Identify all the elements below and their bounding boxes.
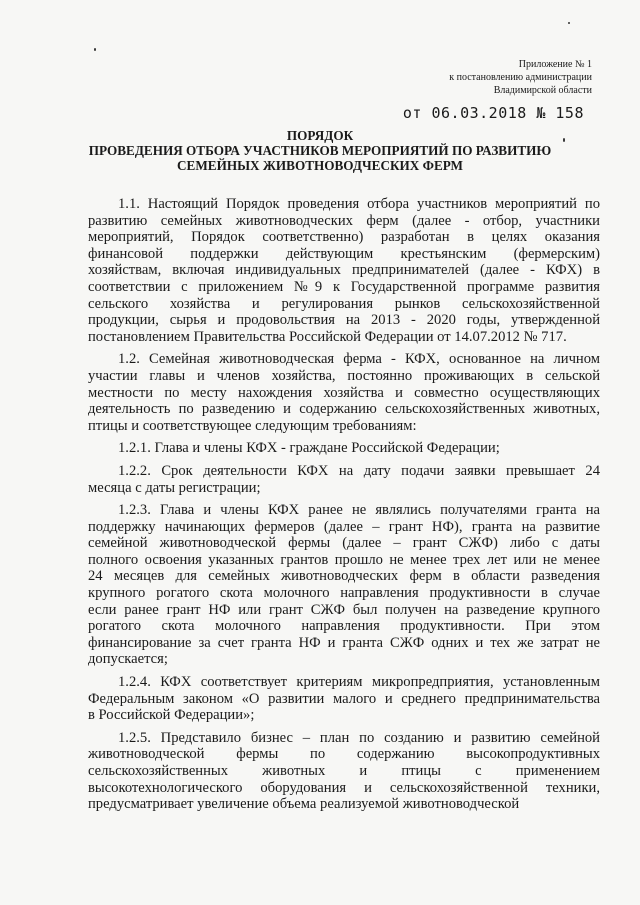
- paragraph: [88, 463, 600, 496]
- paragraph-line: допускается;: [88, 651, 168, 668]
- appendix-decree-ref: к постановлению администрации: [449, 72, 592, 83]
- paragraph-line: 1.2.3. Глава и члены КФХ ранее не являлись получателями гранта на: [118, 502, 600, 519]
- paragraph: [88, 730, 600, 813]
- paragraph: [88, 502, 600, 668]
- paragraph-line: хозяйствам, включая индивидуальных предпринимателей (далее - КФХ) в: [88, 262, 600, 279]
- paragraph: [88, 196, 600, 345]
- paragraph-line: 1.1. Настоящий Порядок проведения отбора участников мероприятий по: [118, 196, 600, 212]
- paragraph-line: 1.2.4. КФХ соответствует критериям микропредприятия, установленным: [118, 674, 600, 691]
- paragraph: [88, 351, 600, 434]
- paragraph-line: рогатого скота молочного направления продуктивности. При этом: [88, 618, 600, 635]
- paragraph-line: предусматривает увеличение объема реализуемой животноводческой: [88, 796, 520, 813]
- paragraph-line: участии главы и членов хозяйства, постоянно проживающих в сельской: [88, 367, 600, 384]
- paragraph-line: Федеральным законом «О развитии малого и среднего предпринимательства: [88, 690, 600, 707]
- paragraph-line: 1.2.2. Срок деятельности КФХ на дату подачи заявки превышает 24: [118, 462, 600, 479]
- paragraph-line: мероприятий, Порядок соответственно) разработан в целях оказания: [88, 229, 600, 246]
- paragraph-line: сельского хозяйства и регулирования рынков сельскохозяйственной: [88, 295, 600, 312]
- scan-speck: [94, 48, 96, 51]
- scan-speck: [563, 138, 565, 142]
- paragraph-line: полного освоения указанных грантов прошло не менее трех лет или не менее: [88, 551, 600, 568]
- paragraph-line: в Российской Федерации»;: [88, 707, 255, 724]
- paragraph-line: крупного рогатого скота молочного направления продуктивности в случае: [88, 585, 600, 602]
- paragraph-line: 24 месяцев для семейных животноводческих ферм в области разведения: [88, 568, 600, 585]
- paragraph-line: 1.2.5. Представило бизнес – план по созданию и развитию семейной: [118, 729, 600, 746]
- paragraph-line: высокотехнологического оборудования и сельскохозяйственной техники,: [88, 779, 600, 796]
- paragraph-line: если ранее грант НФ или грант СЖФ был получен на разведение крупного: [88, 601, 600, 618]
- paragraph: [88, 674, 600, 724]
- paragraph-line: животноводческой фермы по содержанию высокопродуктивных: [88, 746, 600, 763]
- document-title: [60, 128, 580, 173]
- paragraph-line: сельскохозяйственных животных и птицы с применением: [88, 763, 600, 779]
- title-line-1: ПОРЯДОК: [286, 128, 354, 143]
- paragraph-line: месяца с даты регистрации;: [88, 479, 261, 496]
- paragraph-line: семейной животноводческой фермы (далее – грант СЖФ) либо с даты: [88, 535, 600, 552]
- appendix-number: Приложение № 1: [518, 59, 592, 70]
- paragraph-line: развитию семейных животноводческих ферм (далее - отбор, участники: [88, 212, 600, 229]
- paragraph-line: поддержку начинающих фермеров (далее – грант НФ), гранта на развитие: [88, 518, 600, 535]
- paragraph-line: 1.2.1. Глава и члены КФХ - граждане Российской Федерации;: [118, 440, 500, 457]
- appendix-header: [372, 58, 592, 97]
- paragraph-line: постановлением Правительства Российской Федерации от 14.07.2012 № 717.: [88, 328, 567, 345]
- paragraph-line: местности по месту нахождения хозяйства и совместно осуществляющих: [88, 384, 600, 401]
- decree-date-number: от 06.03.2018 № 158: [402, 104, 584, 122]
- paragraph-line: 1.2. Семейная животноводческая ферма - КФХ, основанное на личном: [118, 351, 600, 368]
- title-line-3: СЕМЕЙНЫХ ЖИВОТНОВОДЧЕСКИХ ФЕРМ: [177, 158, 463, 173]
- paragraph-line: деятельность по разведению и содержанию сельскохозяйственных животных,: [88, 401, 600, 418]
- paragraph: [88, 440, 600, 457]
- paragraph-line: птицы и соответствующее следующим требованиям:: [88, 417, 417, 434]
- paragraph-line: продукции, сырья и продовольствия на 2013 - 2020 годы, утвержденной: [88, 312, 600, 329]
- paragraph-line: соответствии с приложением №9 к Государственной программе развития: [88, 278, 600, 295]
- scan-speck: [568, 22, 570, 24]
- paragraph-line: финансовой поддержки действующим крестьянским (фермерским): [88, 245, 600, 262]
- paragraph-line: финансирование за счет гранта НФ и гранта СЖФ одних и тех же затрат не: [88, 634, 600, 651]
- document-body: [88, 196, 600, 819]
- title-line-2: ПРОВЕДЕНИЯ ОТБОРА УЧАСТНИКОВ МЕРОПРИЯТИЙ ПО РАЗВИТИЮ: [88, 143, 552, 158]
- appendix-region: Владимирской области: [493, 85, 592, 96]
